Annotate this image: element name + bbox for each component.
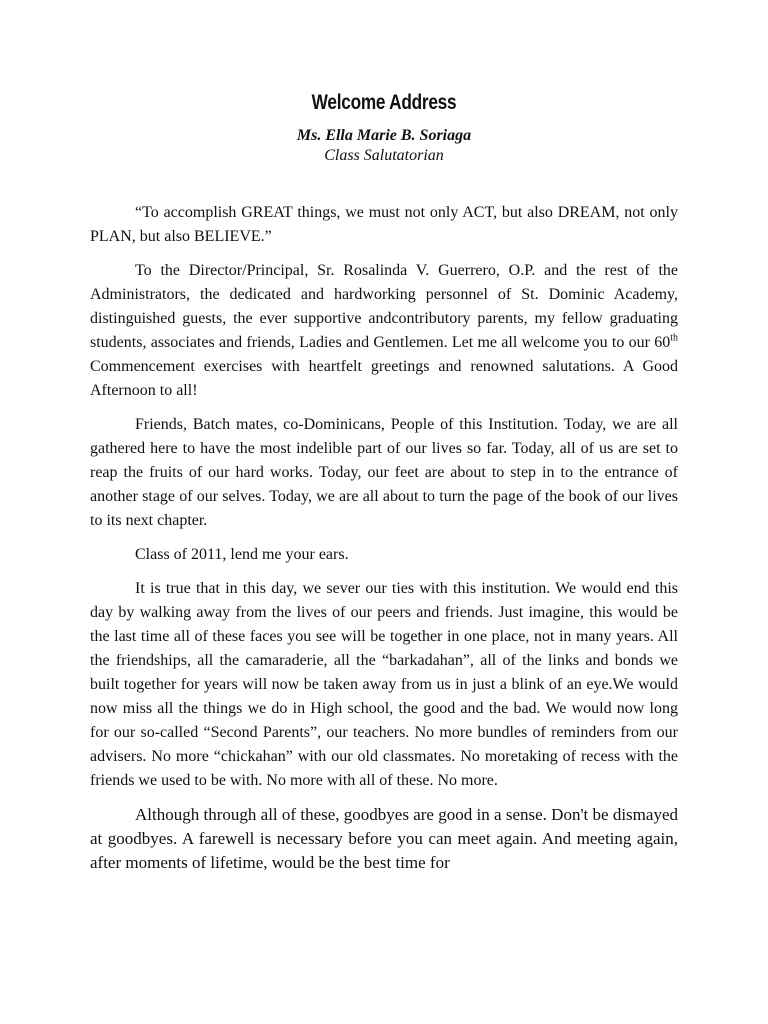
class-callout: Class of 2011, lend me your ears. bbox=[135, 546, 349, 563]
gathering-paragraph: Friends, Batch mates, co-Dominicans, People of this Institution. Today, we are all gathered here to have the most indelible part of our lives so far. Today, all of us are set to reap the fruits of our hard works. Today, our feet are about to step in to the entrance of another stage of our selves. Today, we are all about to turn the page of the book of our lives to its next chapter. bbox=[90, 416, 678, 529]
salutation-text-a: To the Director/Principal, Sr. Rosalinda V. Guerrero, O.P. and the rest of the Administrators, the dedicated and hardworking personnel of St. Dominic Academy, distinguished guests, the ever supportive andcontributory parents, my fellow graduating students, associates and friends, Ladies and Gentlemen. Let me all welcome you to our 60 bbox=[90, 262, 678, 351]
farewell-paragraph: It is true that in this day, we sever our ties with this institution. We would end this day by walking away from the lives of our peers and friends. Just imagine, this would be the last time all of these faces you see will be together in one place, not in many years. All the friendships, all the camaraderie, all the “barkadahan”, all of the links and bonds we built together for years will now be taken away from us in just a blink of an eye.We would now miss all the things we do in High school, the good and the bad. We would now long for our so-called “Second Parents”, our teachers. No more bundles of reminders from our advisers. No more “chickahan” with our old classmates. No moretaking of recess with the friends we used to be with. No more with all of these. No more. bbox=[90, 580, 678, 789]
author-name: Ms. Ella Marie B. Soriaga bbox=[296, 127, 472, 144]
salutation-paragraph bbox=[90, 259, 678, 403]
author-role: Class Salutatorian bbox=[324, 147, 444, 164]
opening-quote: “To accomplish GREAT things, we must not only ACT, but also DREAM, not only PLAN, but also BELIEVE.” bbox=[90, 204, 678, 245]
document-title: Welcome Address bbox=[311, 91, 457, 114]
document-page bbox=[90, 90, 678, 885]
salutation-text-b: Commencement exercises with heartfelt greetings and renowned salutations. A Good Afternoon to all! bbox=[90, 358, 678, 399]
ordinal-suffix: th bbox=[670, 332, 678, 344]
goodbye-paragraph: Although through all of these, goodbyes are good in a sense. Don't be dismayed at goodbyes. A farewell is necessary before you can meet again. And meeting again, after moments of lifetime, would be the best time for bbox=[90, 805, 678, 872]
